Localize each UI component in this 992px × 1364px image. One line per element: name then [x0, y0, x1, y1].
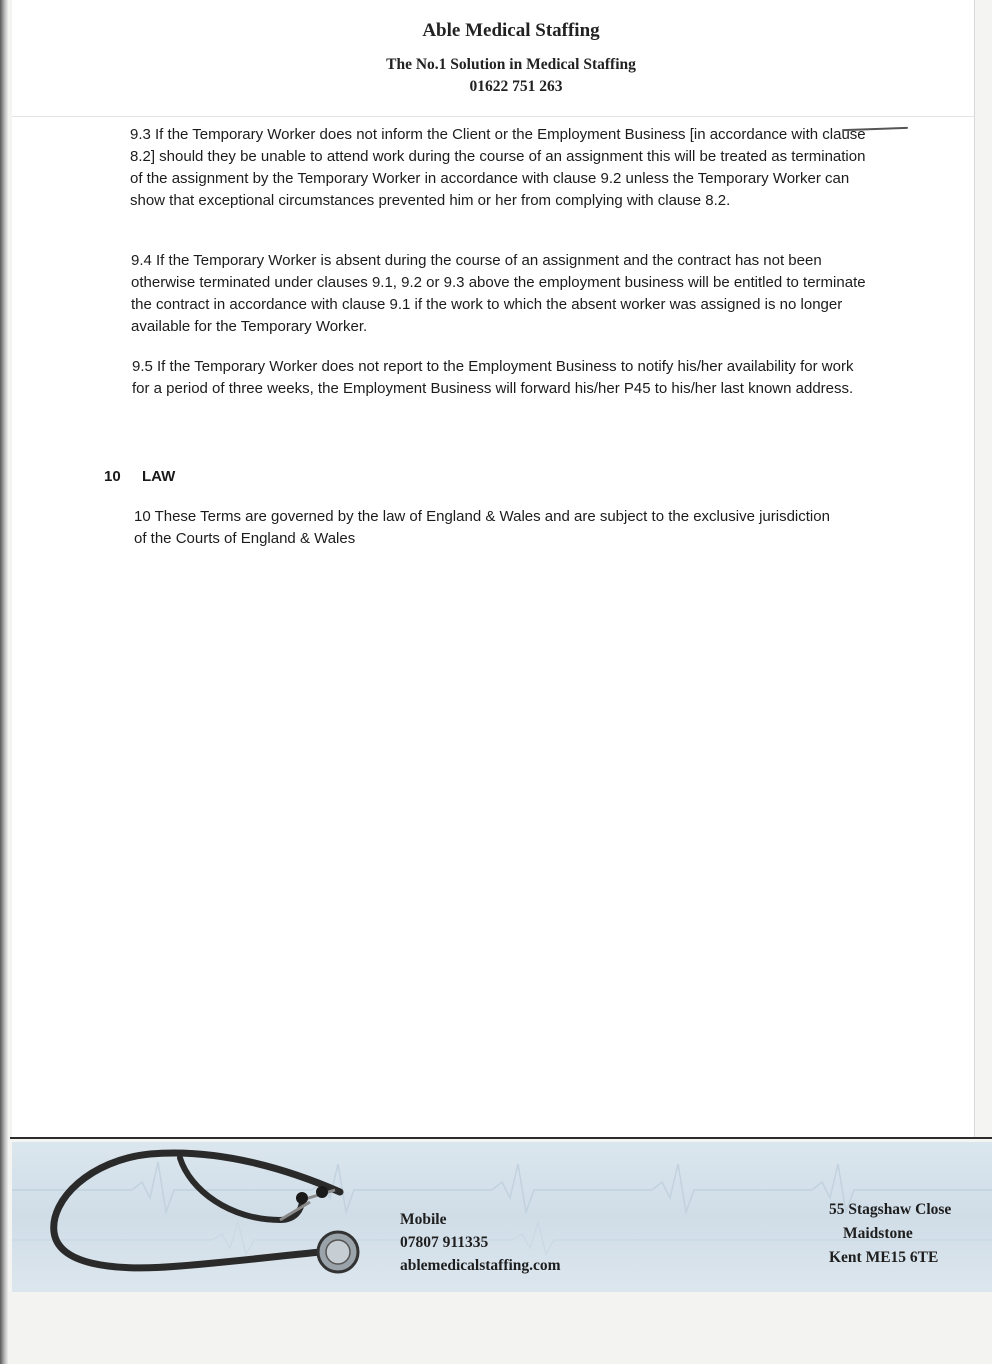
address-line-2: Maidstone: [843, 1225, 913, 1242]
address-line-3: Kent ME15 6TE: [829, 1249, 939, 1266]
company-tagline: The No.1 Solution in Medical Staffing: [386, 56, 636, 73]
website-link[interactable]: ablemedicalstaffing.com: [400, 1257, 561, 1274]
letterhead: [0, 20, 992, 96]
mobile-number: 07807 911335: [400, 1234, 489, 1251]
clause-10: 10 These Terms are governed by the law of England & Wales and are subject to the exclusive jurisdiction of the Courts of England & Wales: [134, 508, 830, 547]
company-name: Able Medical Staffing: [422, 20, 600, 41]
section-number: 10: [104, 468, 121, 485]
header-divider: [12, 116, 974, 117]
section-heading-law: [104, 468, 175, 485]
clause-9-4: 9.4 If the Temporary Worker is absent during the course of an assignment and the contract has not been otherwise terminated under clauses 9.1, 9.2 or 9.3 above the employment business will be entitled to terminate the contract in accordance with clause 9.1 if the work to which the absent worker was assigned is no longer available for the Temporary Worker.: [131, 252, 866, 335]
mobile-label: Mobile: [400, 1211, 447, 1228]
footer-lower-strip: [8, 1292, 992, 1364]
clause-9-5: 9.5 If the Temporary Worker does not report to the Employment Business to notify his/her availability for work for a period of three weeks, the Employment Business will forward his/her P45 to his/her last known address.: [132, 358, 854, 397]
address-line-1: 55 Stagshaw Close: [829, 1201, 952, 1218]
clause-9-3: 9.3 If the Temporary Worker does not inform the Client or the Employment Business [in accordance with clause 8.2] should they be unable to attend work during the course of an assignment this will be treated as termination of the assignment by the Temporary Worker in accordance with clause 9.2 unless the Temporary Worker can show that exceptional circumstances prevented him or her from complying with clause 8.2.: [130, 126, 866, 209]
footer-contact: [400, 1208, 561, 1277]
company-phone: 01622 751 263: [469, 78, 563, 95]
scan-edge: [0, 0, 8, 1364]
footer-divider: [10, 1137, 992, 1139]
section-title: LAW: [142, 468, 176, 485]
footer-address: [829, 1198, 951, 1270]
stethoscope-icon: [40, 1140, 370, 1300]
